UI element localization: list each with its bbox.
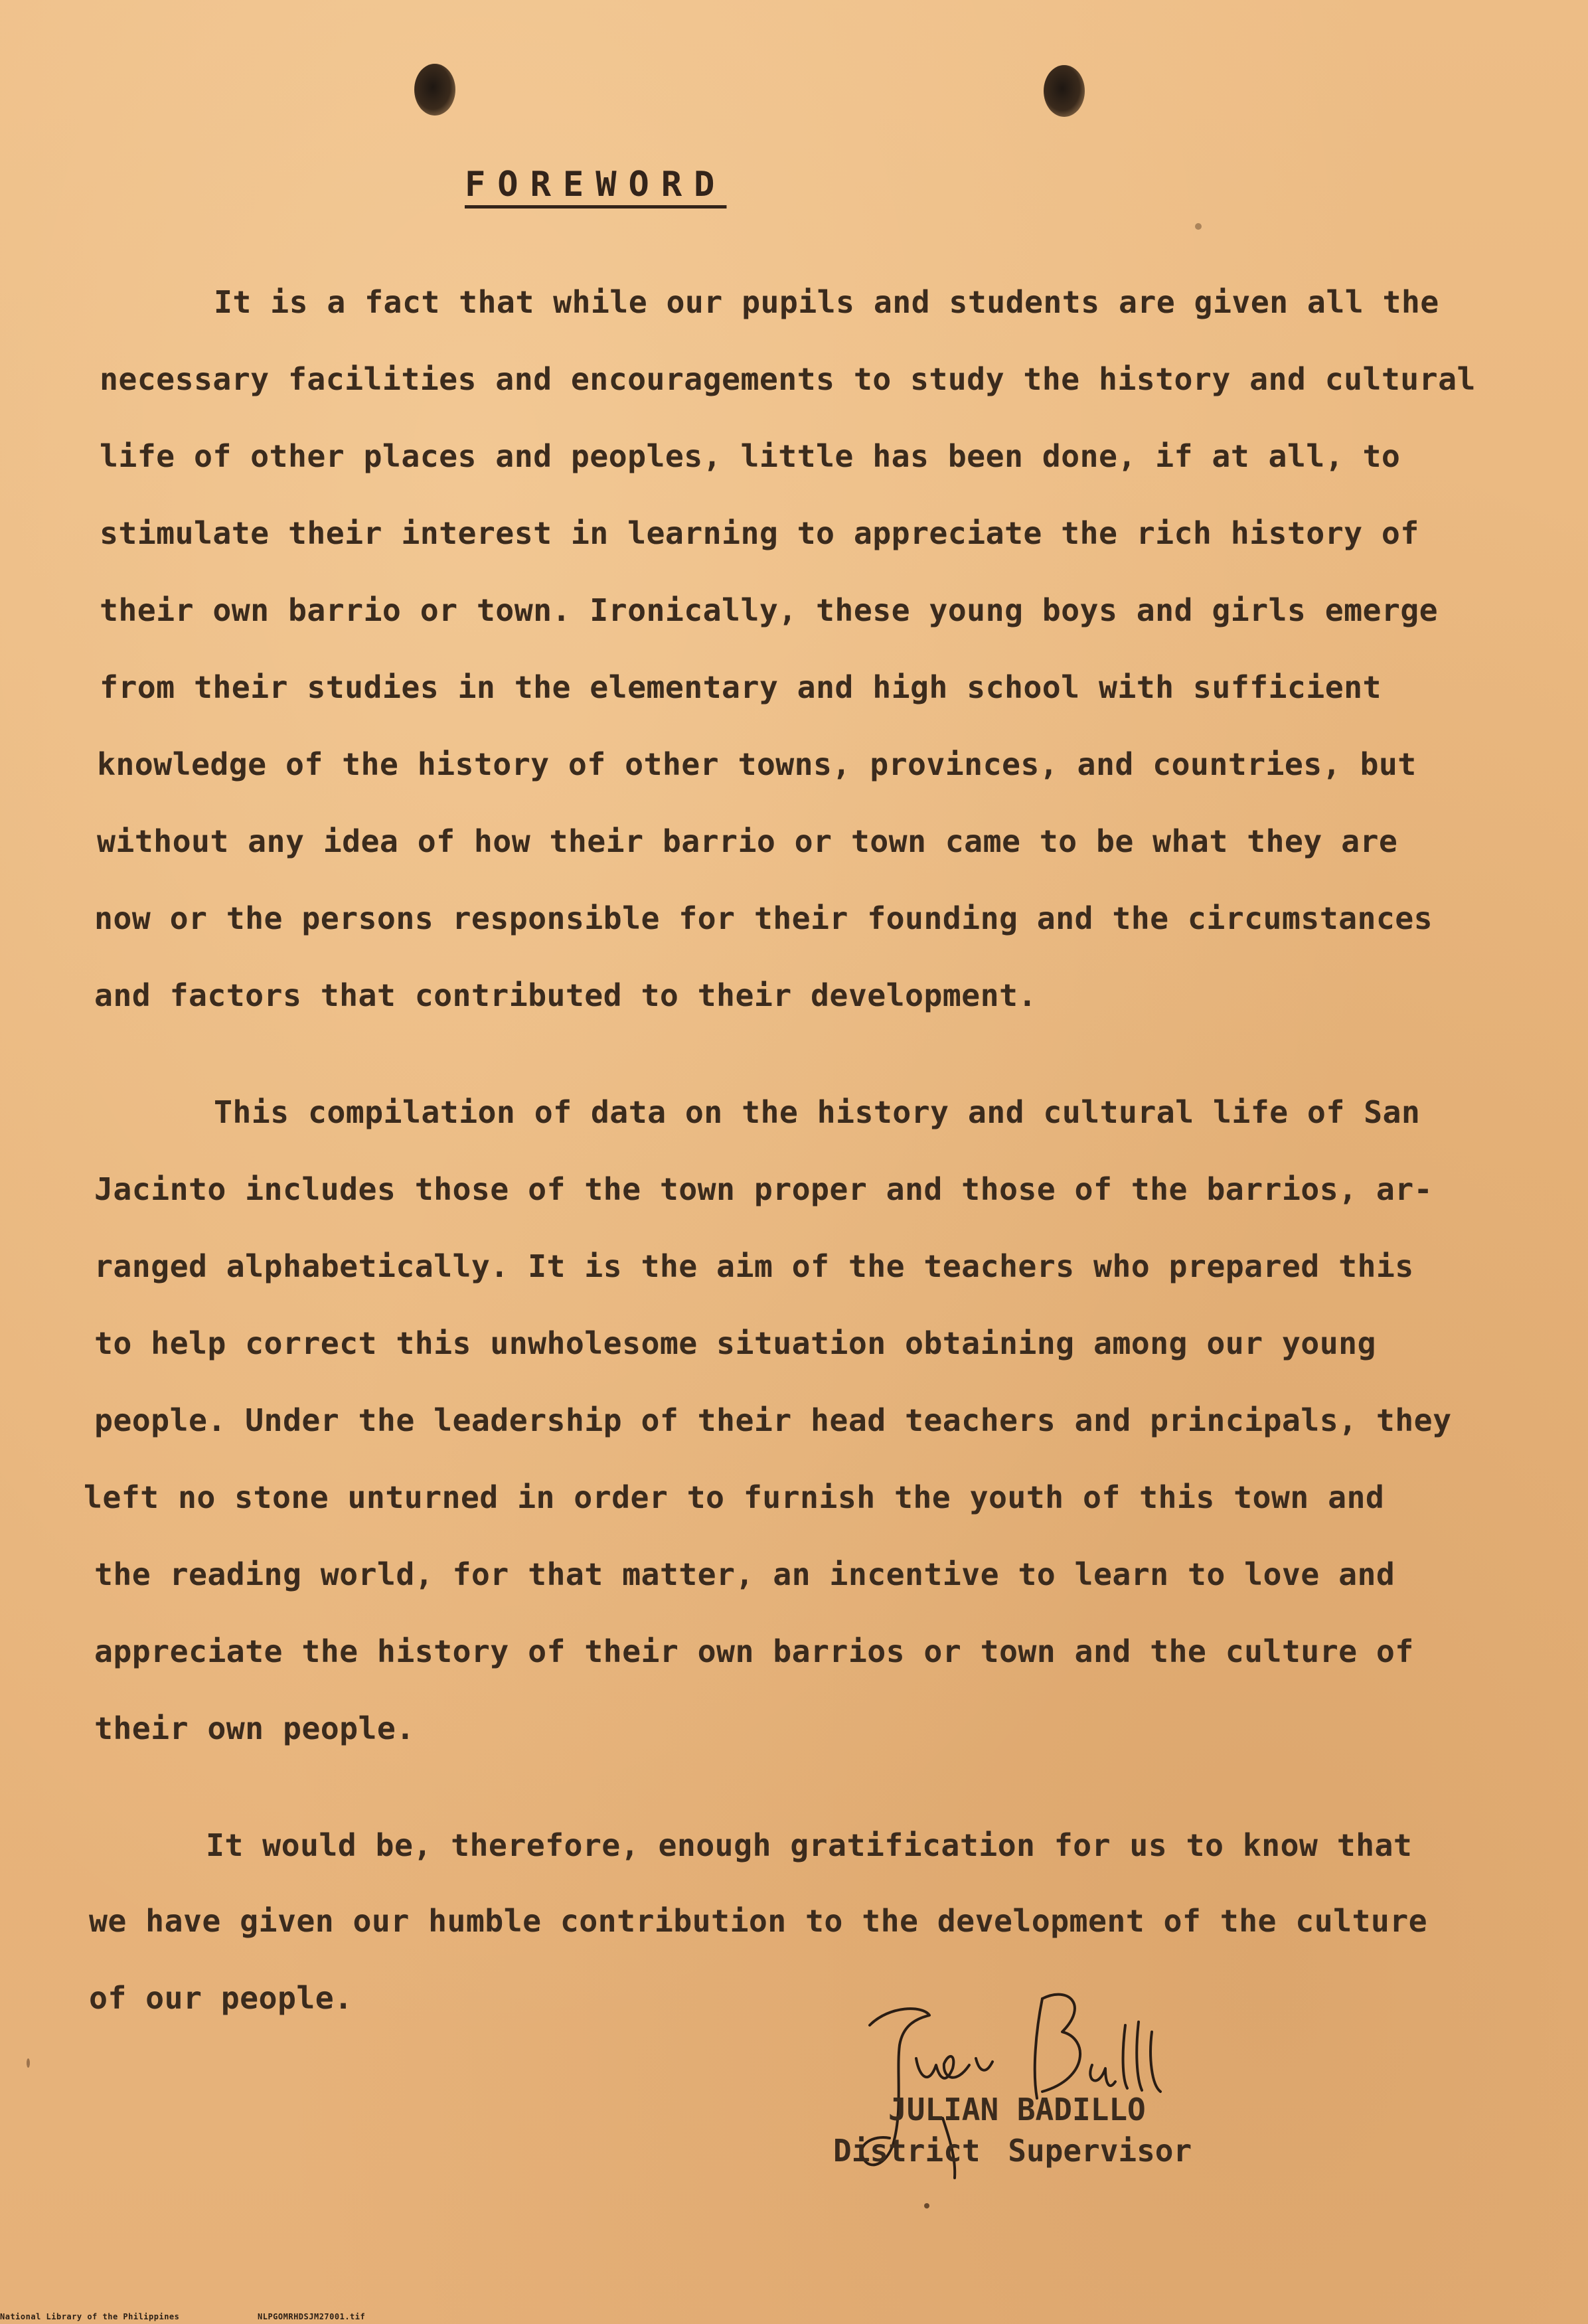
- paper-speck: [27, 2058, 30, 2068]
- paragraph-1-line-10: and factors that contributed to their development.: [94, 977, 1037, 1013]
- paragraph-1-line-6: from their studies in the elementary and high school with sufficient: [100, 669, 1382, 705]
- paragraph-2-line-9: their own people.: [94, 1710, 415, 1746]
- paragraph-1-line-5: their own barrio or town. Ironically, these young boys and girls emerge: [100, 592, 1439, 628]
- signatory-position: District Supervisor: [833, 2133, 1192, 2169]
- paragraph-2-line-3: ranged alphabetically. It is the aim of the teachers who prepared this: [94, 1248, 1414, 1284]
- paragraph-3-line-3: of our people.: [89, 1980, 353, 2016]
- paper-speck: [924, 2203, 929, 2208]
- footer-file-id: NLPGOMRHDSJM27001.tif: [258, 2312, 366, 2321]
- paragraph-1-line-9: now or the persons responsible for their founding and the circumstances: [94, 900, 1433, 936]
- paragraph-2-line-4: to help correct this unwholesome situation obtaining among our young: [94, 1325, 1376, 1361]
- paper-speck: [1195, 223, 1202, 230]
- paragraph-2-line-1: This compilation of data on the history and cultural life of San: [214, 1094, 1421, 1130]
- paragraph-3-line-2: we have given our humble contribution to the development of the culture: [89, 1903, 1428, 1939]
- paragraph-2-line-5: people. Under the leadership of their head teachers and principals, they: [94, 1402, 1452, 1438]
- paragraph-1-line-4: stimulate their interest in learning to appreciate the rich history of: [100, 515, 1419, 551]
- paragraph-1-line-8: without any idea of how their barrio or town came to be what they are: [97, 823, 1398, 859]
- punch-hole-right: [1044, 65, 1085, 117]
- paragraph-1-line-2: necessary facilities and encouragements to study the history and cultural: [100, 361, 1476, 397]
- paragraph-2-line-2: Jacinto includes those of the town proper and those of the barrios, ar-: [94, 1171, 1433, 1207]
- punch-hole-left: [414, 64, 455, 116]
- signatory-name: JULIAN BADILLO: [888, 2092, 1146, 2127]
- footer-library: National Library of the Philippines: [0, 2312, 180, 2321]
- paragraph-1-line-7: knowledge of the history of other towns, provinces, and countries, but: [97, 746, 1417, 782]
- paragraph-2-line-7: the reading world, for that matter, an incentive to learn to love and: [94, 1556, 1395, 1592]
- paragraph-2-line-6: left no stone unturned in order to furnish the youth of this town and: [84, 1479, 1385, 1515]
- paragraph-2-line-8: appreciate the history of their own barrios or town and the culture of: [94, 1633, 1414, 1669]
- paragraph-1-line-1: It is a fact that while our pupils and students are given all the: [214, 284, 1439, 320]
- paragraph-1-line-3: life of other places and peoples, little has been done, if at all, to: [100, 438, 1401, 474]
- document-title: FOREWORD: [465, 165, 727, 205]
- paragraph-3-line-1: It would be, therefore, enough gratification for us to know that: [206, 1827, 1413, 1863]
